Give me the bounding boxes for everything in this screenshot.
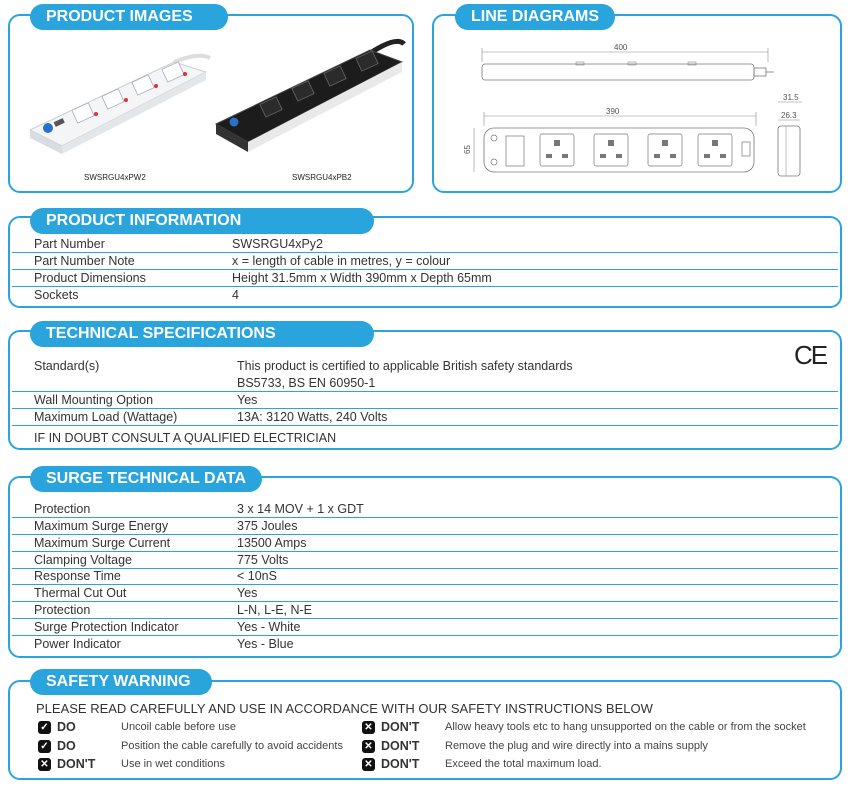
table-row: Part Number Note x = length of cable in metres, y = colour: [12, 253, 838, 270]
table-row: Product Dimensions Height 31.5mm x Width 390mm x Depth 65mm: [12, 270, 838, 287]
cross-icon: ✕: [38, 758, 51, 771]
safety-dont-item: ✕ DON'T Use in wet conditions: [38, 756, 225, 772]
table-row: Maximum Load (Wattage) 13A: 3120 Watts, 240 Volts: [12, 409, 838, 426]
cross-icon: ✕: [362, 758, 375, 771]
product-images-title: PRODUCT IMAGES: [30, 4, 228, 30]
table-row: Standard(s) This product is certified to applicable British safety standards: [34, 359, 573, 373]
dim-front-width: 390: [606, 107, 620, 116]
dim-depth-inner: 26.3: [781, 111, 797, 120]
ce-mark: CE: [794, 340, 827, 370]
safety-dont-item: ✕ DON'T Exceed the total maximum load.: [362, 756, 602, 772]
white-extension-lead-image: [24, 48, 214, 158]
check-icon: ✓: [38, 740, 51, 753]
table-row: Protection 3 x 14 MOV + 1 x GDT: [12, 501, 838, 518]
safety-do-item: ✓ DO Uncoil cable before use: [38, 719, 236, 735]
safety-do-item: ✓ DO Position the cable carefully to avoid accidents: [38, 738, 343, 754]
table-row: BS5733, BS EN 60950-1: [12, 375, 838, 392]
table-row: Maximum Surge Current 13500 Amps: [12, 535, 838, 552]
table-row: Clamping Voltage 775 Volts: [12, 552, 838, 569]
safety-warning-intro: PLEASE READ CAREFULLY AND USE IN ACCORDANCE WITH OUR SAFETY INSTRUCTIONS BELOW: [36, 701, 653, 716]
safety-dont-item: ✕ DON'T Allow heavy tools etc to hang unsupported on the cable or from the socket: [362, 719, 806, 735]
technical-specifications-title: TECHNICAL SPECIFICATIONS: [30, 321, 374, 347]
table-row: Thermal Cut Out Yes: [12, 585, 838, 602]
image-caption-black: SWSRGU4xPB2: [292, 173, 352, 182]
table-row: Sockets 4: [34, 288, 239, 302]
table-row: Power Indicator Yes - Blue: [34, 637, 294, 651]
table-row: Maximum Surge Energy 375 Joules: [12, 518, 838, 535]
table-row: Wall Mounting Option Yes: [12, 392, 838, 409]
dim-top-width: 400: [614, 43, 628, 52]
safety-dont-item: ✕ DON'T Remove the plug and wire directly into a mains supply: [362, 738, 708, 754]
safety-warning-title: SAFETY WARNING: [30, 669, 212, 695]
table-row: Surge Protection Indicator Yes - White: [12, 619, 838, 636]
consult-electrician-note: IF IN DOUBT CONSULT A QUALIFIED ELECTRICIAN: [34, 431, 337, 445]
product-information-title: PRODUCT INFORMATION: [30, 208, 374, 234]
table-row: Part Number SWSRGU4xPy2: [12, 236, 838, 253]
cross-icon: ✕: [362, 721, 375, 734]
table-row: Protection L-N, L-E, N-E: [12, 602, 838, 619]
dim-depth-total: 31.5: [783, 93, 799, 102]
table-row: Response Time < 10nS: [12, 568, 838, 585]
check-icon: ✓: [38, 721, 51, 734]
image-caption-white: SWSRGU4xPW2: [84, 173, 146, 182]
black-extension-lead-image: [212, 34, 408, 156]
cross-icon: ✕: [362, 740, 375, 753]
surge-technical-data-title: SURGE TECHNICAL DATA: [30, 466, 262, 492]
dim-height: 65: [463, 145, 472, 154]
line-diagrams-title: LINE DIAGRAMS: [455, 4, 615, 30]
line-diagram-drawing: [456, 40, 836, 188]
